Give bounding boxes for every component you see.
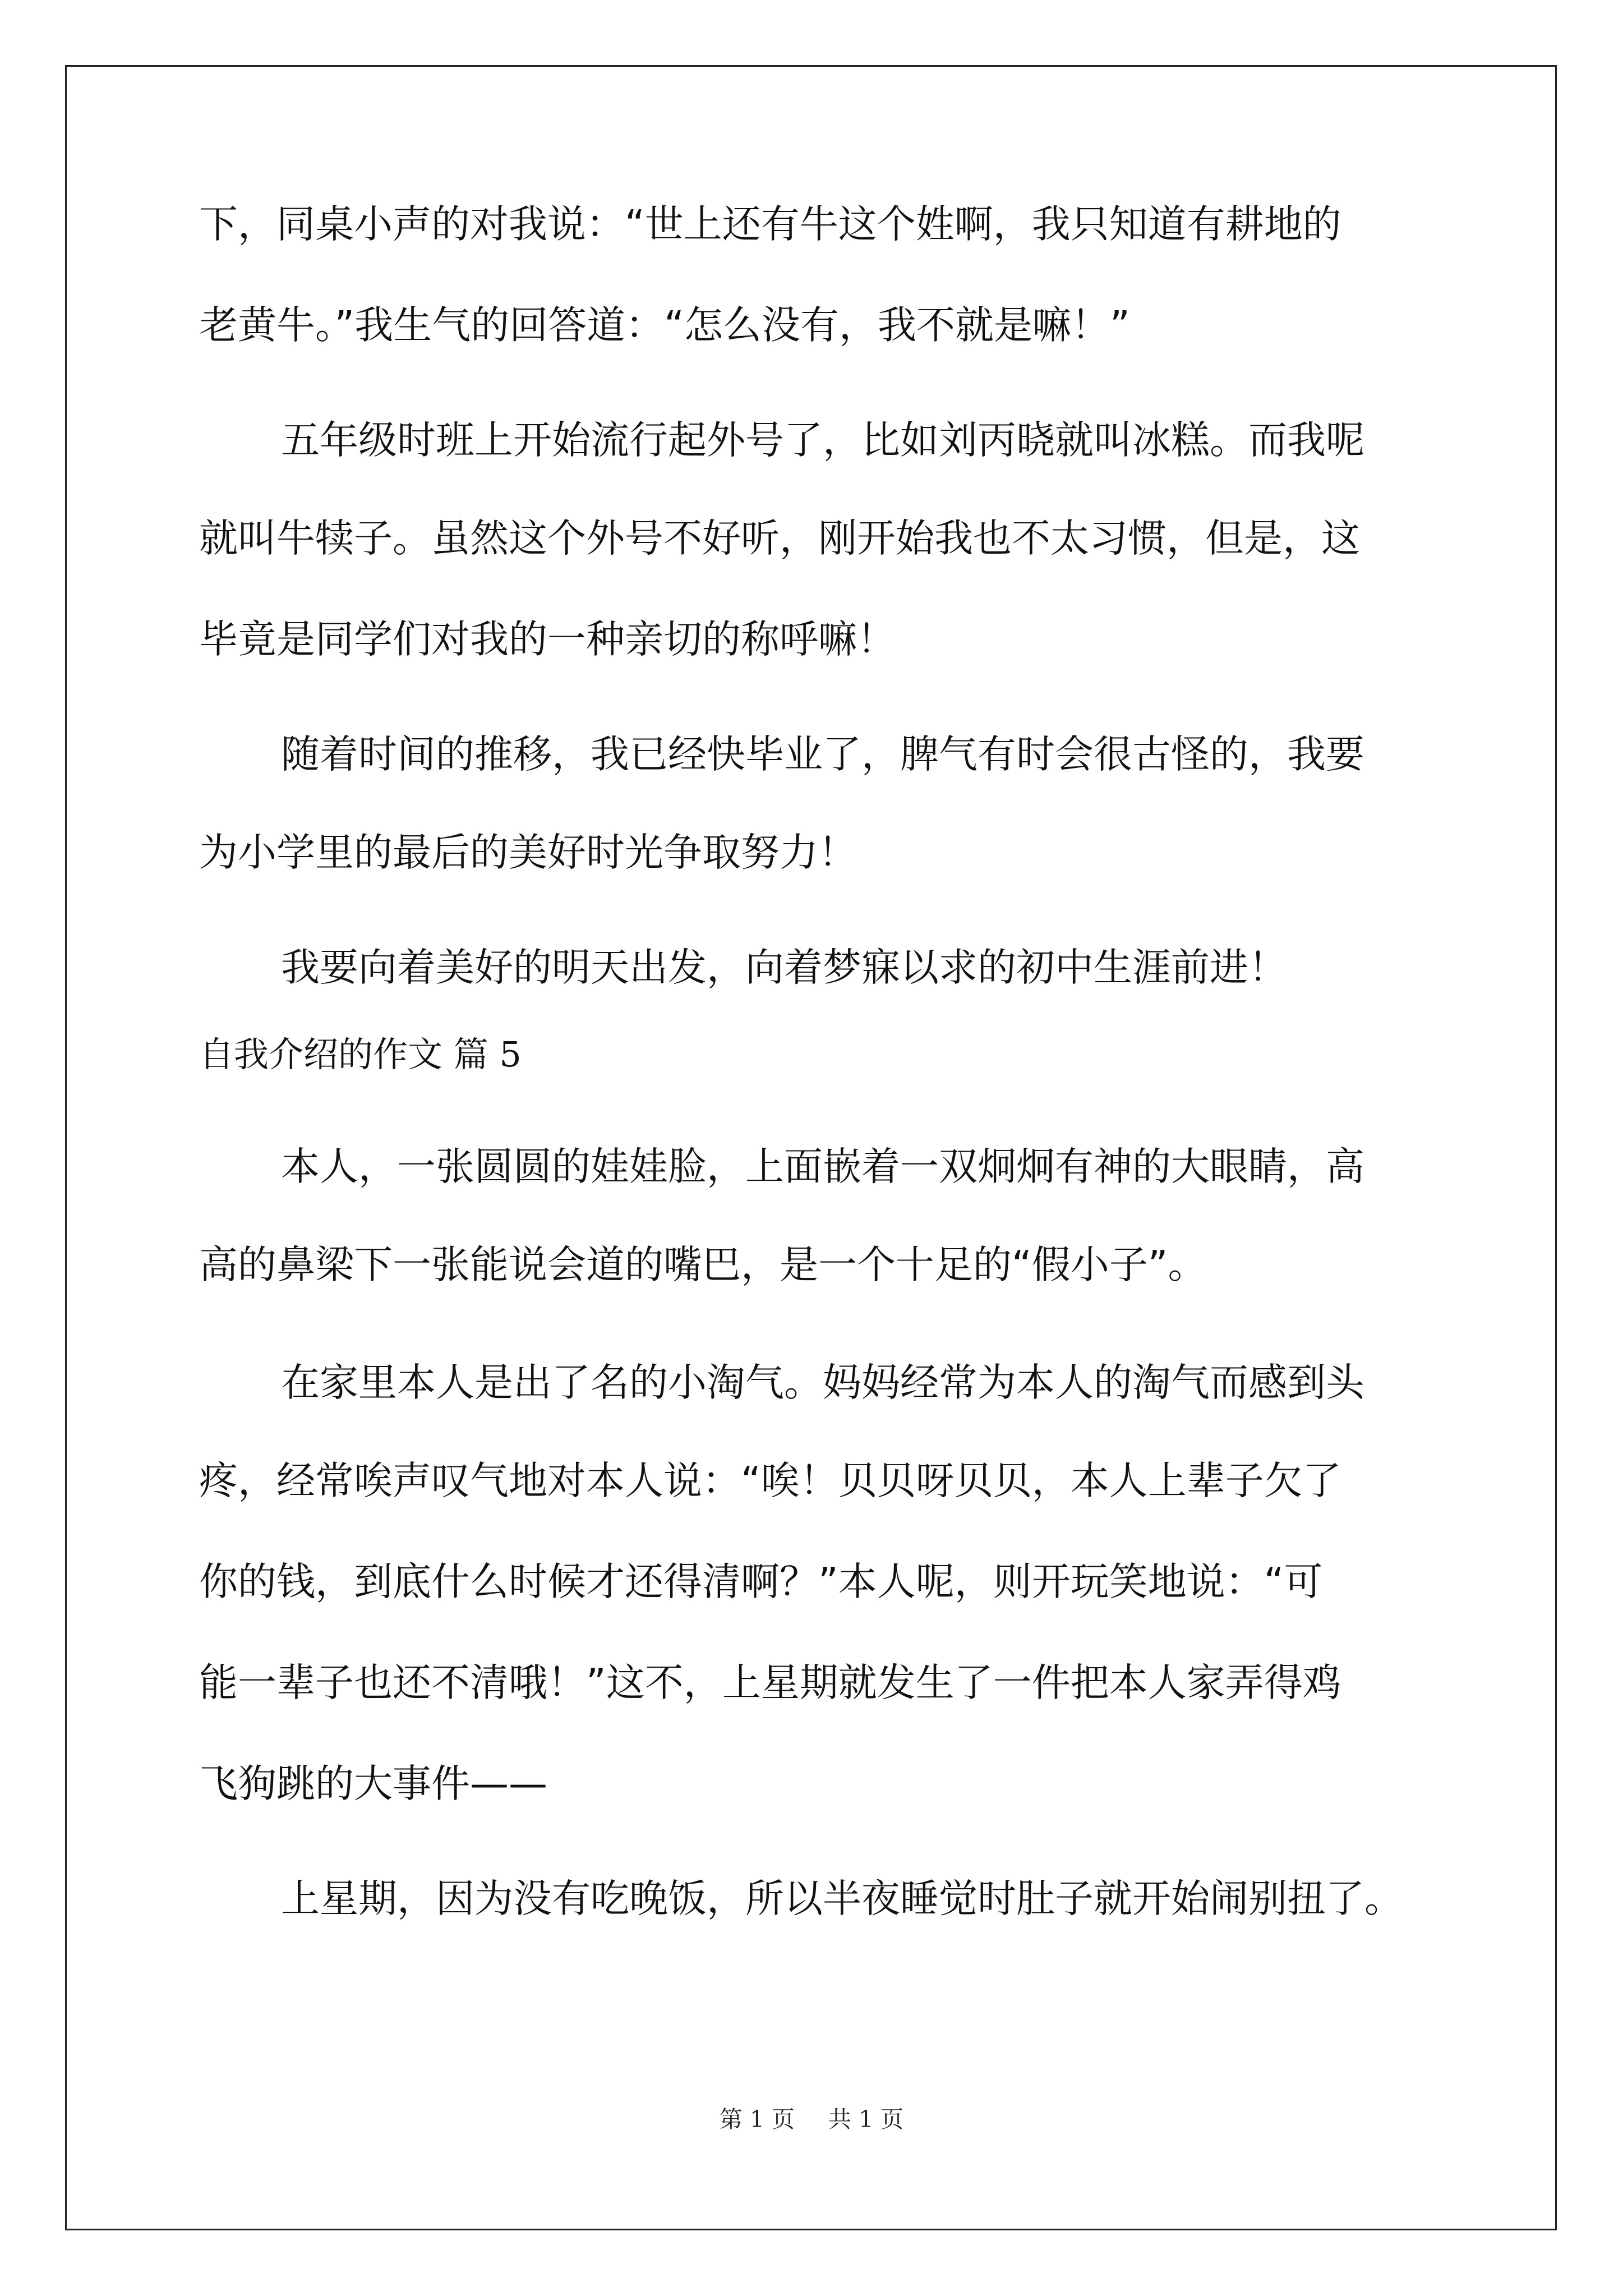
paragraph-line: 五年级时班上开始流行起外号了，比如刘丙晓就叫冰糕。而我呢 bbox=[281, 418, 1364, 463]
paragraph-line: 高的鼻梁下一张能说会道的嘴巴，是一个十足的“假小子”。 bbox=[199, 1243, 1207, 1287]
paragraph-line: 疼，经常唉声叹气地对本人说：“唉！贝贝呀贝贝，本人上辈子欠了 bbox=[199, 1458, 1341, 1503]
page-total: 共 1 页 bbox=[828, 2106, 904, 2133]
page-footer bbox=[0, 2102, 1623, 2136]
paragraph-line: 上星期，因为没有吃晚饭，所以半夜睡觉时肚子就开始闹别扭了。 bbox=[281, 1876, 1403, 1921]
paragraph-line: 在家里本人是出了名的小淘气。妈妈经常为本人的淘气而感到头 bbox=[281, 1360, 1364, 1405]
paragraph-line: 飞狗跳的大事件—— bbox=[199, 1761, 547, 1806]
section-heading: 自我介绍的作文 篇 5 bbox=[199, 1034, 522, 1075]
paragraph-line: 随着时间的推移，我已经快毕业了，脾气有时会很古怪的，我要 bbox=[281, 732, 1364, 777]
paragraph-line: 就叫牛犊子。虽然这个外号不好听，刚开始我也不太习惯，但是，这 bbox=[199, 516, 1360, 561]
paragraph-line: 老黄牛。”我生气的回答道：“怎么没有，我不就是嘛！” bbox=[199, 303, 1130, 348]
paragraph-line: 能一辈子也还不清哦！”这不，上星期就发生了一件把本人家弄得鸡 bbox=[199, 1660, 1341, 1705]
paragraph-line: 本人，一张圆圆的娃娃脸，上面嵌着一双炯炯有神的大眼睛，高 bbox=[281, 1144, 1364, 1189]
paragraph-line: 为小学里的最后的美好时光争取努力！ bbox=[199, 830, 857, 875]
paragraph-line: 你的钱，到底什么时候才还得清啊？”本人呢，则开玩笑地说：“可 bbox=[199, 1559, 1323, 1604]
paragraph-line: 下，同桌小声的对我说：“世上还有牛这个姓啊，我只知道有耕地的 bbox=[199, 202, 1341, 247]
page-number: 第 1 页 bbox=[719, 2106, 795, 2133]
paragraph-line: 我要向着美好的明天出发，向着梦寐以求的初中生涯前进！ bbox=[281, 945, 1287, 990]
paragraph-line: 毕竟是同学们对我的一种亲切的称呼嘛！ bbox=[199, 617, 896, 662]
